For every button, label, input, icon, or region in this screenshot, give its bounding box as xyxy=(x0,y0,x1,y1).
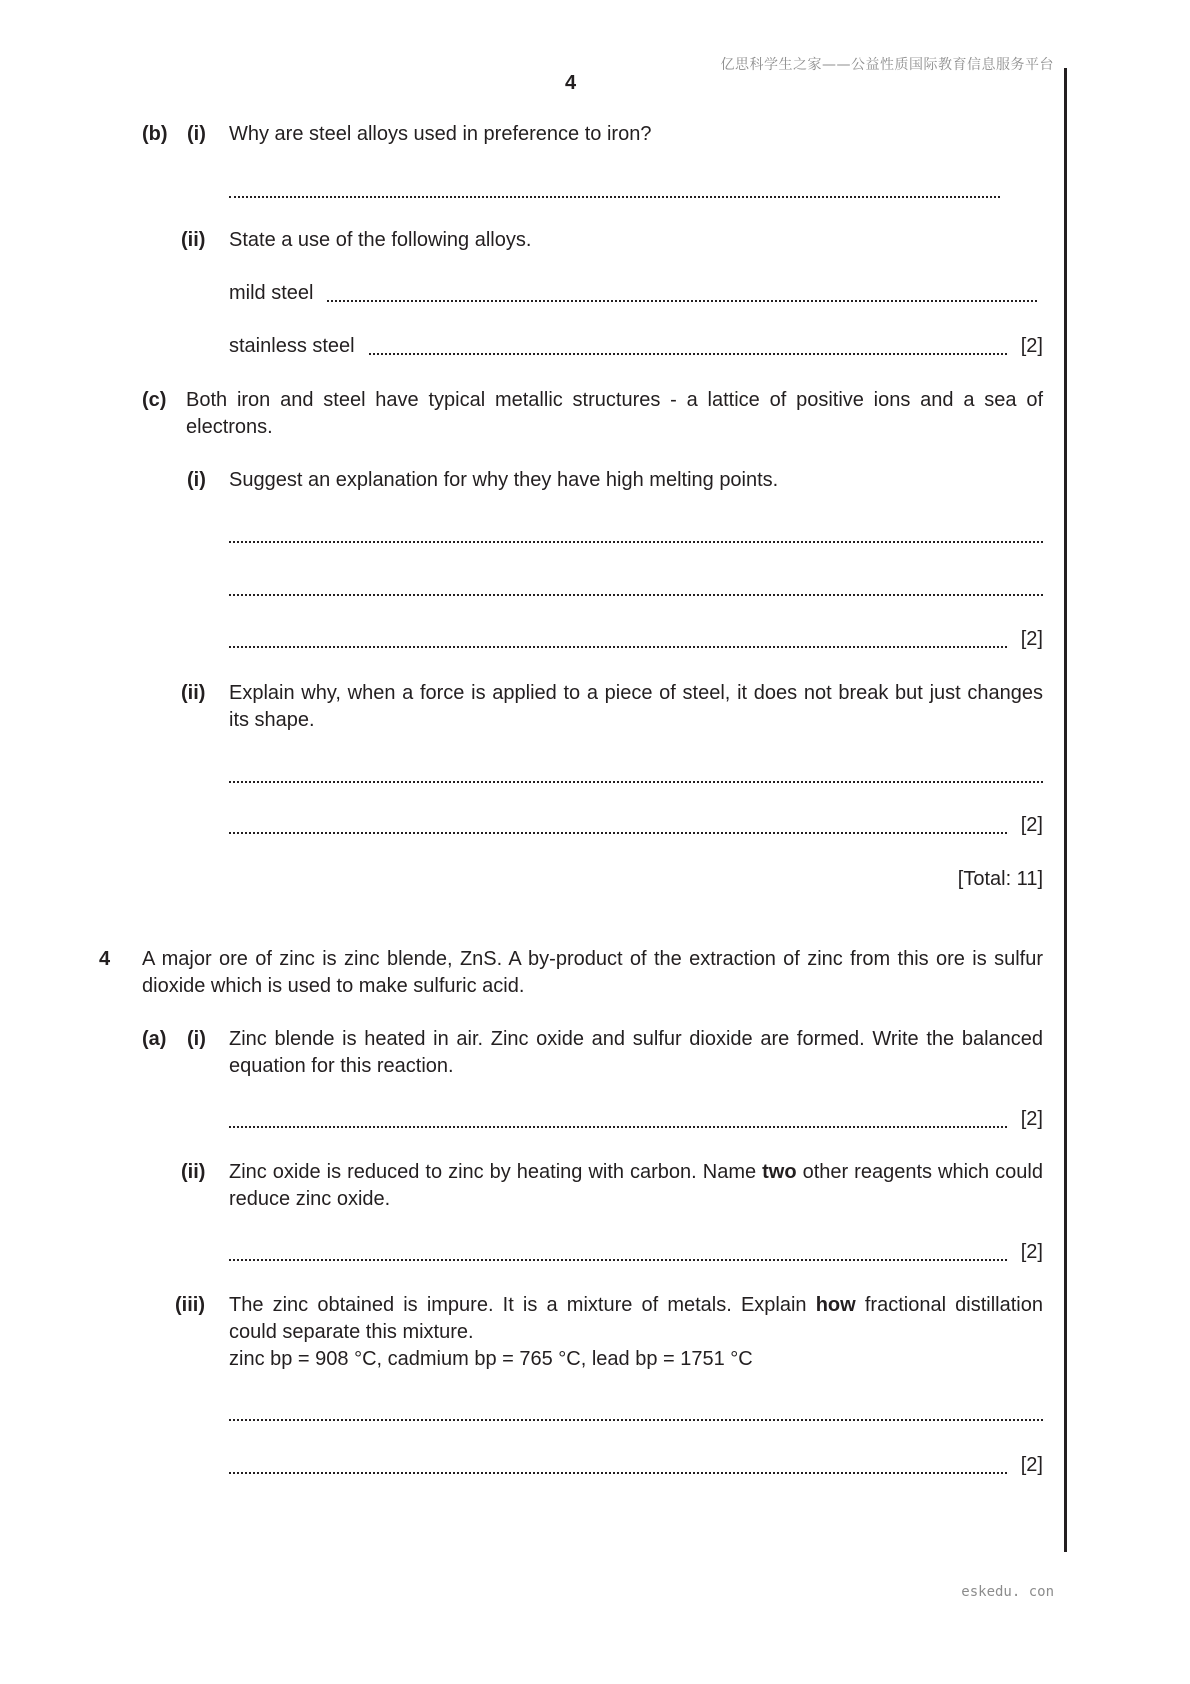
q4a-i-answer-line[interactable] xyxy=(229,1106,1043,1133)
q4a-iii-emphasis: how xyxy=(815,1294,856,1316)
marks-label: [2] xyxy=(1020,335,1043,357)
q4a-i-question: Zinc blende is heated in air. Zinc oxide and sulfur dioxide are formed. Write the balanced equation for this reaction. xyxy=(229,1028,1043,1077)
q4a-i-label: (i) xyxy=(187,1028,206,1050)
q4a-iii-text-2: fractional distillation could separate this mixture. xyxy=(229,1294,1043,1343)
q3c-i-answer-line-1[interactable] xyxy=(229,521,1043,548)
mild-steel-label: mild steel xyxy=(229,282,314,304)
q3c-ii-label: (ii) xyxy=(181,682,206,704)
watermark-bottom: eskedu. con xyxy=(961,1584,1054,1600)
q4a-iii-answer-line-1[interactable] xyxy=(229,1399,1043,1426)
q4a-label: (a) xyxy=(142,1028,167,1050)
q3b-label: (b) xyxy=(142,123,168,145)
q3b-ii-question: State a use of the following alloys. xyxy=(229,229,532,251)
marks-label: [2] xyxy=(1020,628,1043,650)
q4a-iii-answer-line-2[interactable] xyxy=(229,1452,1043,1479)
q4a-ii-label: (ii) xyxy=(181,1161,206,1183)
q4a-iii-question xyxy=(229,1292,1043,1346)
stainless-steel-label: stainless steel xyxy=(229,335,355,357)
q3c-i-question: Suggest an explanation for why they have high melting points. xyxy=(229,469,779,491)
marks-label: [2] xyxy=(1020,1108,1043,1130)
q3c-ii-answer-line-2[interactable] xyxy=(229,812,1043,839)
q3c-ii-question: Explain why, when a force is applied to a piece of steel, it does not break but just changes its shape. xyxy=(229,682,1043,731)
mild-steel-answer-line[interactable] xyxy=(229,280,1037,307)
q4a-ii-answer-line[interactable] xyxy=(229,1239,1043,1266)
q4a-ii-emphasis: two xyxy=(762,1161,797,1183)
boiling-points: zinc bp = 908 °C, cadmium bp = 765 °C, lead bp = 1751 °C xyxy=(229,1348,753,1370)
q3c-i-answer-line-3[interactable] xyxy=(229,626,1043,653)
marks-label: [2] xyxy=(1020,1241,1043,1263)
q3c-ii-answer-line-1[interactable] xyxy=(229,761,1043,788)
total-marks: [Total: 11] xyxy=(957,868,1043,890)
q4a-ii-question xyxy=(229,1159,1043,1213)
q3c-label: (c) xyxy=(142,389,167,411)
q4-intro: A major ore of zinc is zinc blende, ZnS. A by-product of the extraction of zinc from this ore is sulfur dioxide which is used to make sulfuric acid. xyxy=(142,948,1043,997)
marks-label: [2] xyxy=(1020,814,1043,836)
q3b-i-label: (i) xyxy=(187,123,206,145)
q4-number: 4 xyxy=(99,948,111,970)
q4a-iii-label: (iii) xyxy=(175,1294,205,1316)
page-number: 4 xyxy=(564,72,577,94)
q4a-ii-text-2: other reagents which could reduce zinc oxide. xyxy=(229,1161,1043,1210)
q4a-iii-text-1: The zinc obtained is impure. It is a mixture of metals. Explain xyxy=(229,1294,816,1316)
q3c-stem: Both iron and steel have typical metallic structures - a lattice of positive ions and a sea of electrons. xyxy=(186,389,1043,438)
q3b-ii-label: (ii) xyxy=(181,229,206,251)
q3c-i-answer-line-2[interactable] xyxy=(229,574,1043,601)
watermark-top: 亿思科学生之家——公益性质国际教育信息服务平台 xyxy=(720,57,1054,73)
q4a-ii-text-1: Zinc oxide is reduced to zinc by heating with carbon. Name xyxy=(229,1161,763,1183)
stainless-steel-answer-line[interactable] xyxy=(229,333,1043,360)
q3b-i-question: Why are steel alloys used in preference to iron? xyxy=(229,123,652,145)
q3b-i-answer-line[interactable] xyxy=(229,176,1000,203)
q3c-i-label: (i) xyxy=(187,469,206,491)
marks-label: [2] xyxy=(1020,1454,1043,1476)
